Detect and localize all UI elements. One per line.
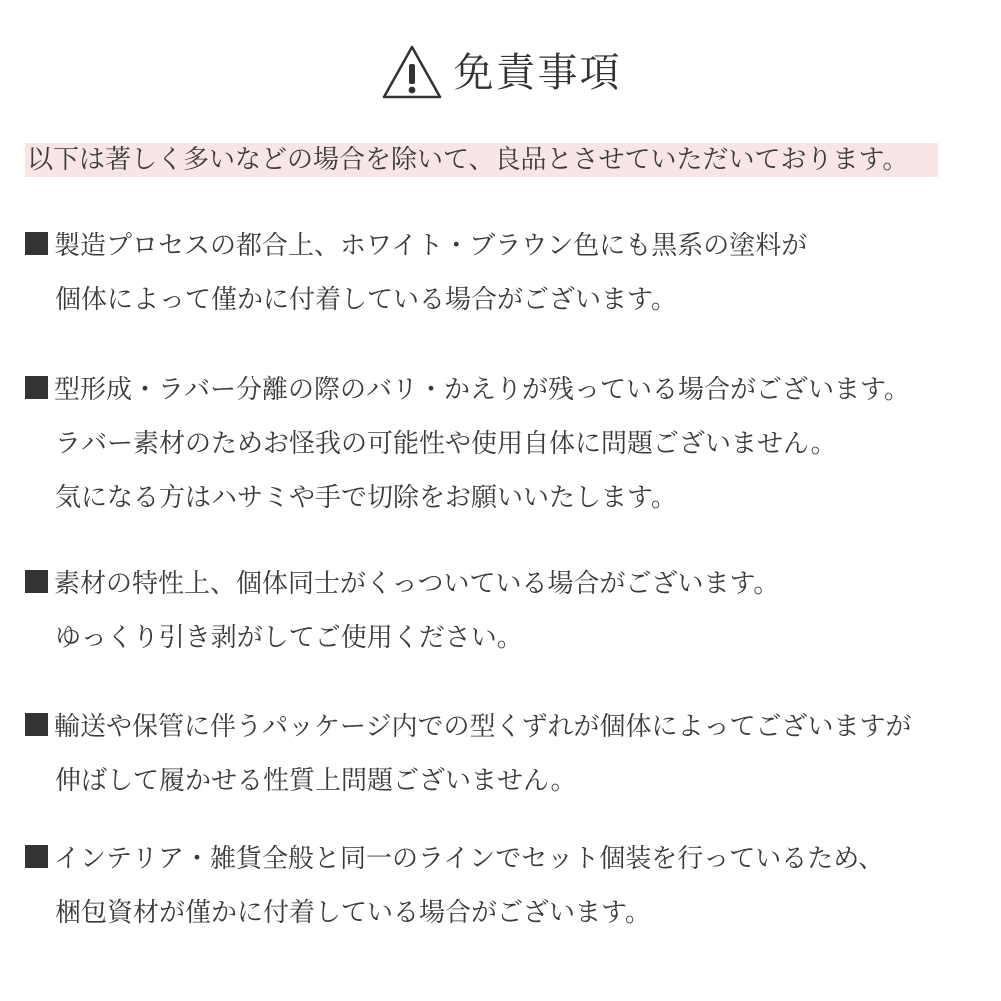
square-bullet-icon: [25, 232, 48, 255]
notice-line: [25, 414, 995, 468]
notice-line: [25, 270, 995, 324]
notice-text: ゆっくり引き剥がしてご使用ください。: [55, 622, 523, 653]
square-bullet-icon: [25, 570, 48, 593]
notice-text: 梱包資材が僅かに付着している場合がございます。: [55, 897, 651, 928]
notice-item: [25, 216, 995, 324]
notice-text: 個体によって僅かに付着している場合がございます。: [55, 284, 677, 315]
notice-text: 型形成・ラバー分離の際のバリ・かえりが残っている場合がございます。: [54, 374, 910, 405]
page-header: [0, 40, 1001, 106]
notice-item: [25, 697, 995, 805]
notice-item: [25, 360, 995, 522]
notice-text: インテリア・雑貨全般と同一のラインでセット個装を行っているため、: [54, 843, 885, 874]
notice-item: [25, 829, 995, 937]
notice-line: [25, 608, 995, 662]
notice-line: [25, 360, 995, 414]
notice-line: [25, 216, 995, 270]
notice-item: [25, 554, 995, 662]
notice-text: 素材の特性上、個体同士がくっついている場合がございます。: [54, 568, 780, 599]
square-bullet-icon: [25, 376, 48, 399]
warning-icon: [380, 43, 444, 103]
square-bullet-icon: [25, 713, 48, 736]
notice-text: 伸ばして履かせる性質上問題ございません。: [55, 765, 577, 796]
notice-text: 気になる方はハサミや手で切除をお願いいたします。: [55, 482, 677, 513]
square-bullet-icon: [25, 845, 48, 868]
notice-text: ラバー素材のためお怪我の可能性や使用自体に問題ございません。: [55, 428, 837, 459]
notice-line: [25, 554, 995, 608]
page-title: 免責事項: [453, 50, 622, 96]
notice-line: [25, 883, 995, 937]
notice-line: [25, 829, 995, 883]
notice-line: [25, 468, 995, 522]
notice-line: [25, 697, 995, 751]
notice-line: [25, 751, 995, 805]
intro-text: 以下は著しく多いなどの場合を除いて、良品とさせていただいております。: [27, 145, 909, 175]
notice-text: 輸送や保管に伴うパッケージ内での型くずれが個体によってございますが: [54, 711, 912, 742]
notice-text: 製造プロセスの都合上、ホワイト・ブラウン色にも黒系の塗料が: [54, 230, 808, 261]
